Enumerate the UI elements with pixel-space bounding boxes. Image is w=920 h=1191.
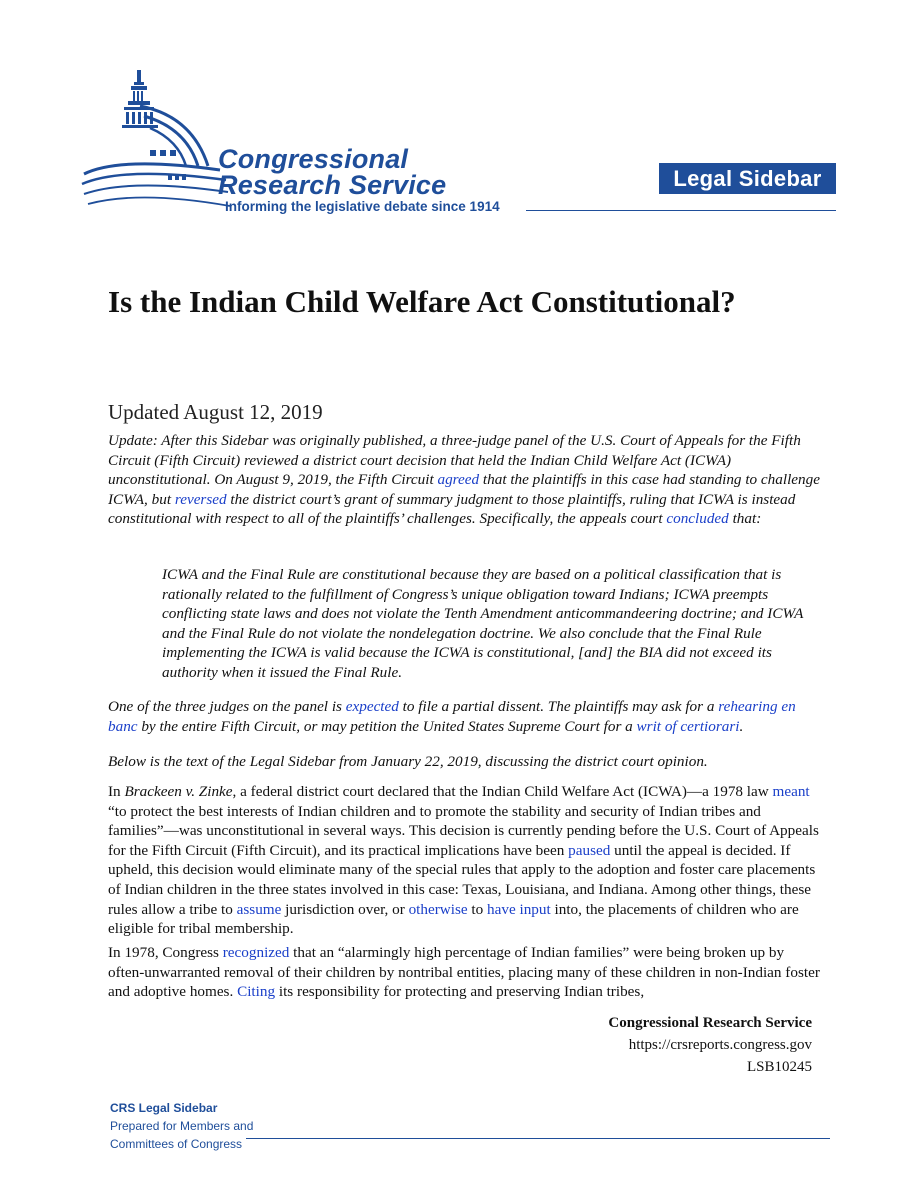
court-quote: ICWA and the Final Rule are constitutional because they are based on a political classification that is rationally related to the fulfillment of Congress’s unique obligation toward Indians; ICWA preempts conflicting state laws and does not violate the Tenth Amendment anticommandeering doctrine; and ICWA and the Final Rule do not violate the nondelegation doctrine. We also conclude that the Final Rule implementing the ICWA is valid because the ICWA is constitutional, [and] the BIA did not exceed its authority when it issued the Final Rule. <box>162 566 804 681</box>
text-run: the district court’s grant of summary judgment to those plaintiffs, ruling that ICWA is instead constitutional with respect to all of the plaintiffs’ challenges. Specifically, the appeals court <box>108 490 796 528</box>
link-reversed[interactable]: reversed <box>174 490 227 508</box>
text-run: In 1978, Congress <box>108 944 223 961</box>
update-paragraph <box>108 431 820 529</box>
page-footer <box>608 1012 812 1078</box>
case-name: Brackeen v. Zinke <box>124 783 233 800</box>
footer-org: Congressional Research Service <box>608 1015 812 1031</box>
text-run: into, the placements of children who are eligible for tribal membership. <box>108 900 799 938</box>
prepared-line2: Prepared for Members and <box>110 1119 254 1133</box>
text-run: to file a partial dissent. The plaintiffs may ask for a <box>398 698 719 715</box>
footer-rule <box>246 1138 830 1139</box>
link-concluded[interactable]: concluded <box>666 510 729 528</box>
link-writ-of-certiorari[interactable]: writ of certiorari <box>636 717 740 735</box>
org-name-line1: Congressional <box>218 144 409 174</box>
text-run: Update: After this Sidebar was originally published, a three-judge panel of the U.S. Court of Appeals for the Fifth Circuit (Fifth Circuit) reviewed a district court decision that held the Indian Child Welfare Act (ICWA) unconstitutional. On August 9, 2019, the Fifth Circuit <box>108 432 801 489</box>
page-title: Is the Indian Child Welfare Act Constitutional? <box>108 284 736 319</box>
text-run: , a federal district court declared that the Indian Child Welfare Act (ICWA)—a 1978 law <box>232 783 773 800</box>
text-run: that: <box>728 510 762 528</box>
below-note: Below is the text of the Legal Sidebar from January 22, 2019, discussing the district court opinion. <box>108 753 708 770</box>
text-run: . <box>739 717 744 735</box>
link-paused[interactable]: paused <box>568 841 611 859</box>
link-rehearing-en-banc[interactable]: rehearing en banc <box>108 698 796 735</box>
capitol-dome-logo <box>80 66 230 216</box>
text-run: that an “alarmingly high percentage of Indian families” were being broken up by often-unwarranted removal of their children by nontribal entities, placing many of these children in non-Indian foster and adoptive homes. <box>108 944 820 1001</box>
link-meant[interactable]: meant <box>772 783 810 800</box>
text-run: One of the three judges on the panel is <box>108 698 346 715</box>
footer-url[interactable]: https://crsreports.congress.gov <box>628 1037 812 1053</box>
link-assume[interactable]: assume <box>236 900 282 918</box>
text-run: “to protect the best interests of Indian children and to promote the stability and security of Indian tribes and families”—was unconstitutional in several ways. This decision is currently pending before the U.S. Court of Appeals for the Fifth Circuit (Fifth Circuit), and its practical implications have been <box>108 802 819 859</box>
legal-sidebar-badge: Legal Sidebar <box>659 163 836 194</box>
updated-date: Updated August 12, 2019 <box>108 400 323 424</box>
link-otherwise[interactable]: otherwise <box>408 900 468 918</box>
prepared-for <box>110 1099 253 1153</box>
header-rule <box>526 210 836 211</box>
link-have-input[interactable]: have input <box>487 900 551 918</box>
link-citing[interactable]: Citing <box>237 983 276 1001</box>
text-run: to <box>467 900 488 918</box>
text-run: until the appeal is decided. If upheld, this decision would eliminate many of the special rules that apply to the adoption and foster care placements of Indian children in the three states involved in this case: Texas, Louisiana, and Indiana. Among other things, these rules allow a tribe to <box>108 841 816 918</box>
text-run: its responsibility for protecting and preserving Indian tribes, <box>275 983 645 1001</box>
prepared-line1: CRS Legal Sidebar <box>110 1101 218 1115</box>
org-tagline: Informing the legislative debate since 1914 <box>225 199 500 214</box>
body-paragraph-1 <box>108 782 820 939</box>
footer-doc-id: LSB10245 <box>746 1059 812 1075</box>
text-run: that the plaintiffs in this case had standing to challenge ICWA, but <box>108 471 820 508</box>
text-run: by the entire Fifth Circuit, or may petition the United States Supreme Court for a <box>137 717 637 735</box>
link-recognized[interactable]: recognized <box>222 944 290 961</box>
prepared-line3: Committees of Congress <box>110 1137 243 1151</box>
body-paragraph-2 <box>108 943 820 1002</box>
text-run: jurisdiction over, or <box>281 900 409 918</box>
org-name-line2: Research Service <box>218 170 447 200</box>
link-expected[interactable]: expected <box>345 698 399 715</box>
link-agreed[interactable]: agreed <box>437 471 480 489</box>
dissent-paragraph <box>108 697 820 736</box>
text-run: In <box>108 783 125 800</box>
